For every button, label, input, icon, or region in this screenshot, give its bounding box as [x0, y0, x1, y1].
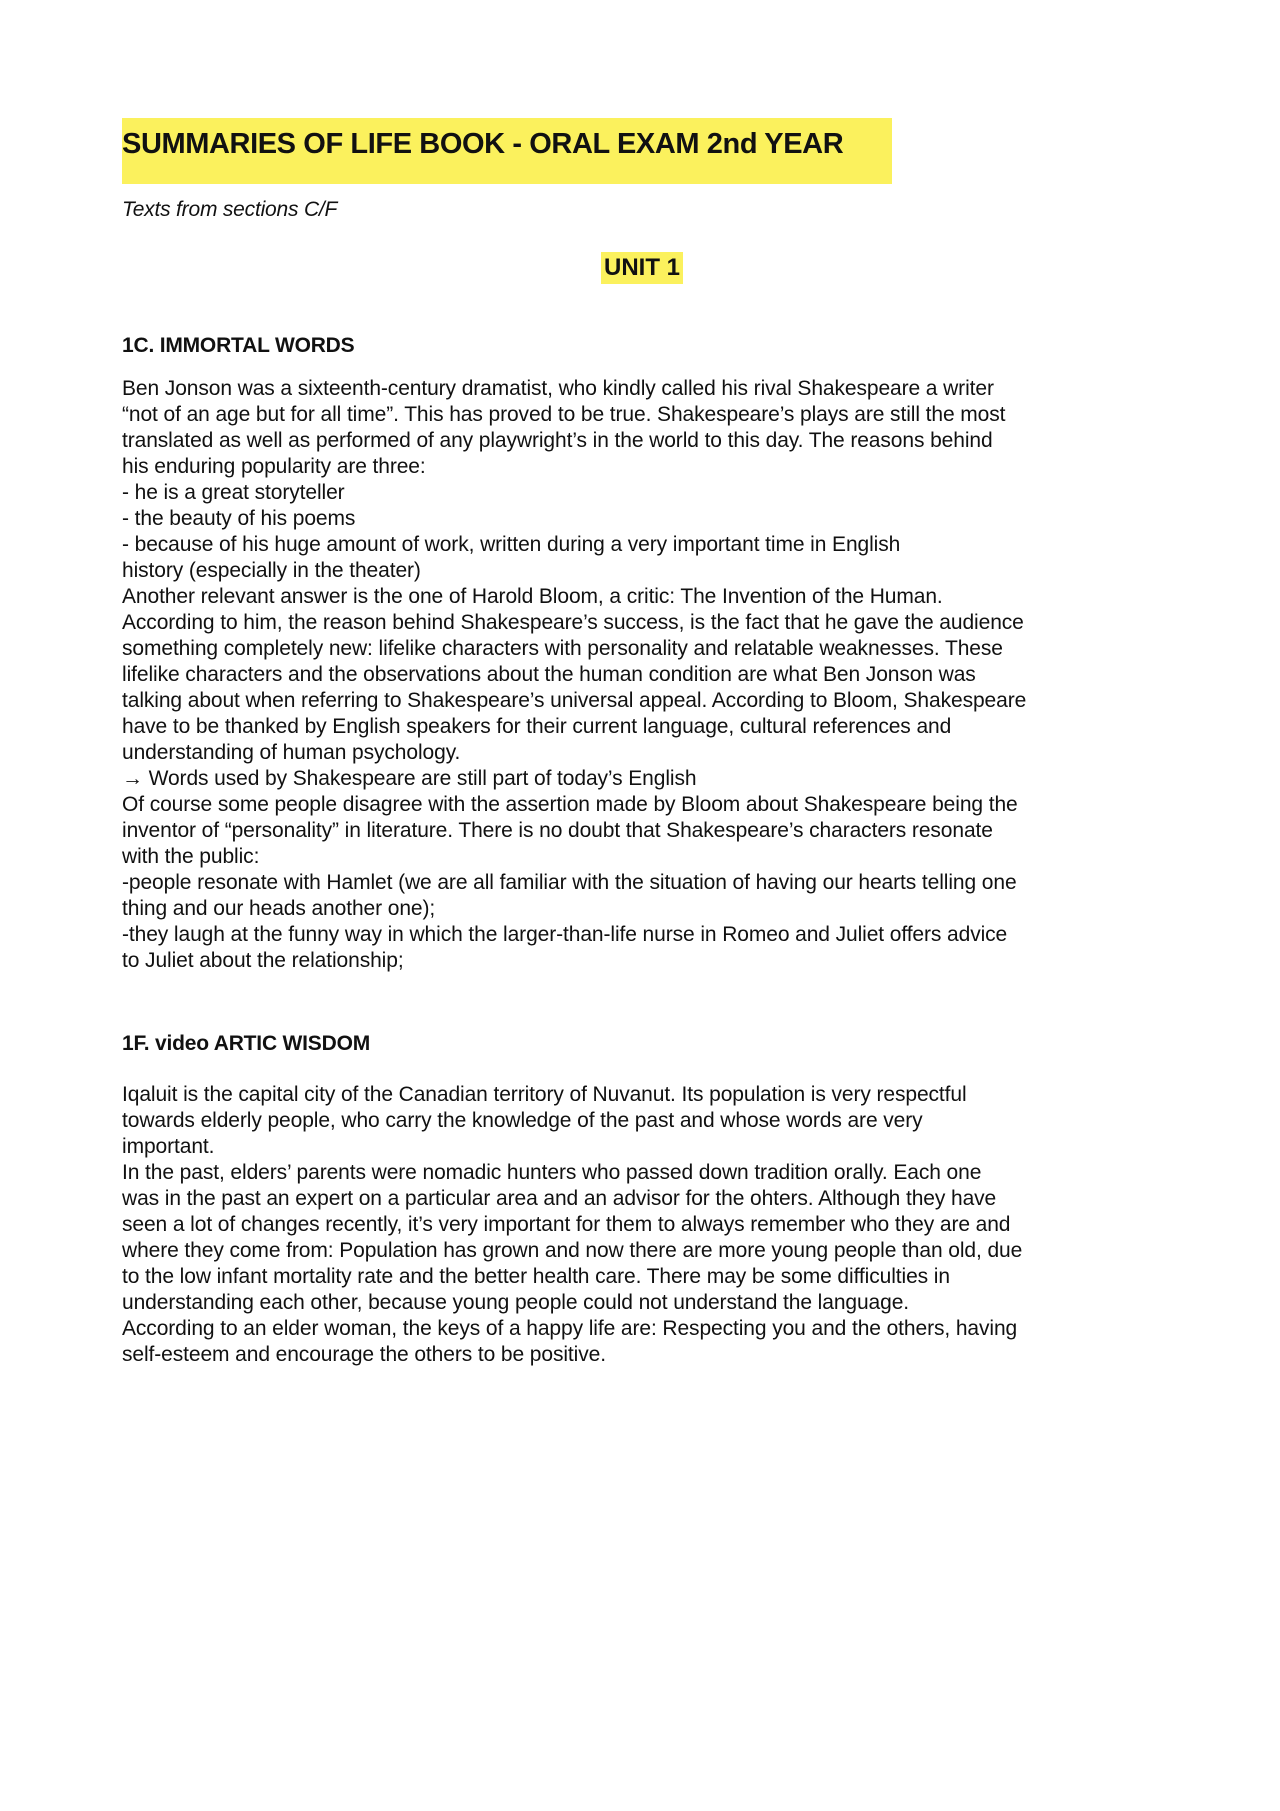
text-line: self-esteem and encourage the others to be positive. [122, 1343, 606, 1366]
text-line: was in the past an expert on a particular area and an advisor for the ohters. Although they have [122, 1187, 997, 1210]
document-page [122, 118, 1172, 1368]
document-subtitle: Texts from sections C/F [122, 198, 338, 221]
text-line: “not of an age but for all time”. This has proved to be true. Shakespeare’s plays are still the most [122, 403, 1006, 426]
text-line: understanding each other, because young people could not understand the language. [122, 1291, 910, 1314]
text-line: towards elderly people, who carry the knowledge of the past and whose words are very [122, 1109, 923, 1132]
text-line: something completely new: lifelike characters with personality and relatable weaknesses. These [122, 637, 1003, 660]
text-line: Of course some people disagree with the assertion made by Bloom about Shakespeare being the [122, 793, 1018, 816]
text-line: -people resonate with Hamlet (we are all familiar with the situation of having our hearts telling one [122, 871, 1017, 894]
text-line: According to him, the reason behind Shakespeare’s success, is the fact that he gave the audience [122, 611, 1024, 634]
text-line: history (especially in the theater) [122, 559, 421, 582]
section-heading-artic-wisdom: 1F. video ARTIC WISDOM [122, 1032, 370, 1055]
text-line: - because of his huge amount of work, written during a very important time in English [122, 533, 901, 556]
section-body-artic-wisdom [122, 1082, 1172, 1368]
text-line: seen a lot of changes recently, it’s very important for them to always remember who they are and [122, 1213, 1011, 1236]
text-line: According to an elder woman, the keys of a happy life are: Respecting you and the others, having [122, 1317, 1018, 1340]
text-line: where they come from: Population has grown and now there are more young people than old, due [122, 1239, 1023, 1262]
unit-heading-row [122, 252, 1162, 284]
text-line: with the public: [122, 845, 260, 868]
text-line: translated as well as performed of any playwright’s in the world to this day. The reasons behind [122, 429, 993, 452]
text-line: lifelike characters and the observations about the human condition are what Ben Jonson was [122, 663, 976, 686]
text-line: his enduring popularity are three: [122, 455, 426, 478]
text-line: to the low infant mortality rate and the better health care. There may be some difficulties in [122, 1265, 950, 1288]
section-heading-immortal-words: 1C. IMMORTAL WORDS [122, 334, 355, 357]
section-body-immortal-words [122, 376, 1172, 974]
text-line: inventor of “personality” in literature. There is no doubt that Shakespeare’s characters resonate [122, 819, 993, 842]
document-title: SUMMARIES OF LIFE BOOK - ORAL EXAM 2nd YEAR [122, 118, 892, 184]
text-line: -they laugh at the funny way in which the larger-than-life nurse in Romeo and Juliet offers advice [122, 923, 1008, 946]
text-line: In the past, elders’ parents were nomadic hunters who passed down tradition orally. Each one [122, 1161, 982, 1184]
text-line: → Words used by Shakespeare are still part of today’s English [122, 767, 697, 790]
text-line: Ben Jonson was a sixteenth-century dramatist, who kindly called his rival Shakespeare a writer [122, 377, 994, 400]
unit-heading: UNIT 1 [601, 252, 683, 284]
text-line: - the beauty of his poems [122, 507, 356, 530]
text-line: to Juliet about the relationship; [122, 949, 404, 972]
text-line: understanding of human psychology. [122, 741, 461, 764]
text-line: important. [122, 1135, 215, 1158]
text-line: Iqaluit is the capital city of the Canadian territory of Nuvanut. Its population is very respectful [122, 1083, 967, 1106]
text-line: talking about when referring to Shakespeare’s universal appeal. According to Bloom, Shakespeare [122, 689, 1027, 712]
text-line: - he is a great storyteller [122, 481, 345, 504]
text-line: have to be thanked by English speakers for their current language, cultural references and [122, 715, 952, 738]
text-line: thing and our heads another one); [122, 897, 436, 920]
text-line: Another relevant answer is the one of Harold Bloom, a critic: The Invention of the Human. [122, 585, 943, 608]
